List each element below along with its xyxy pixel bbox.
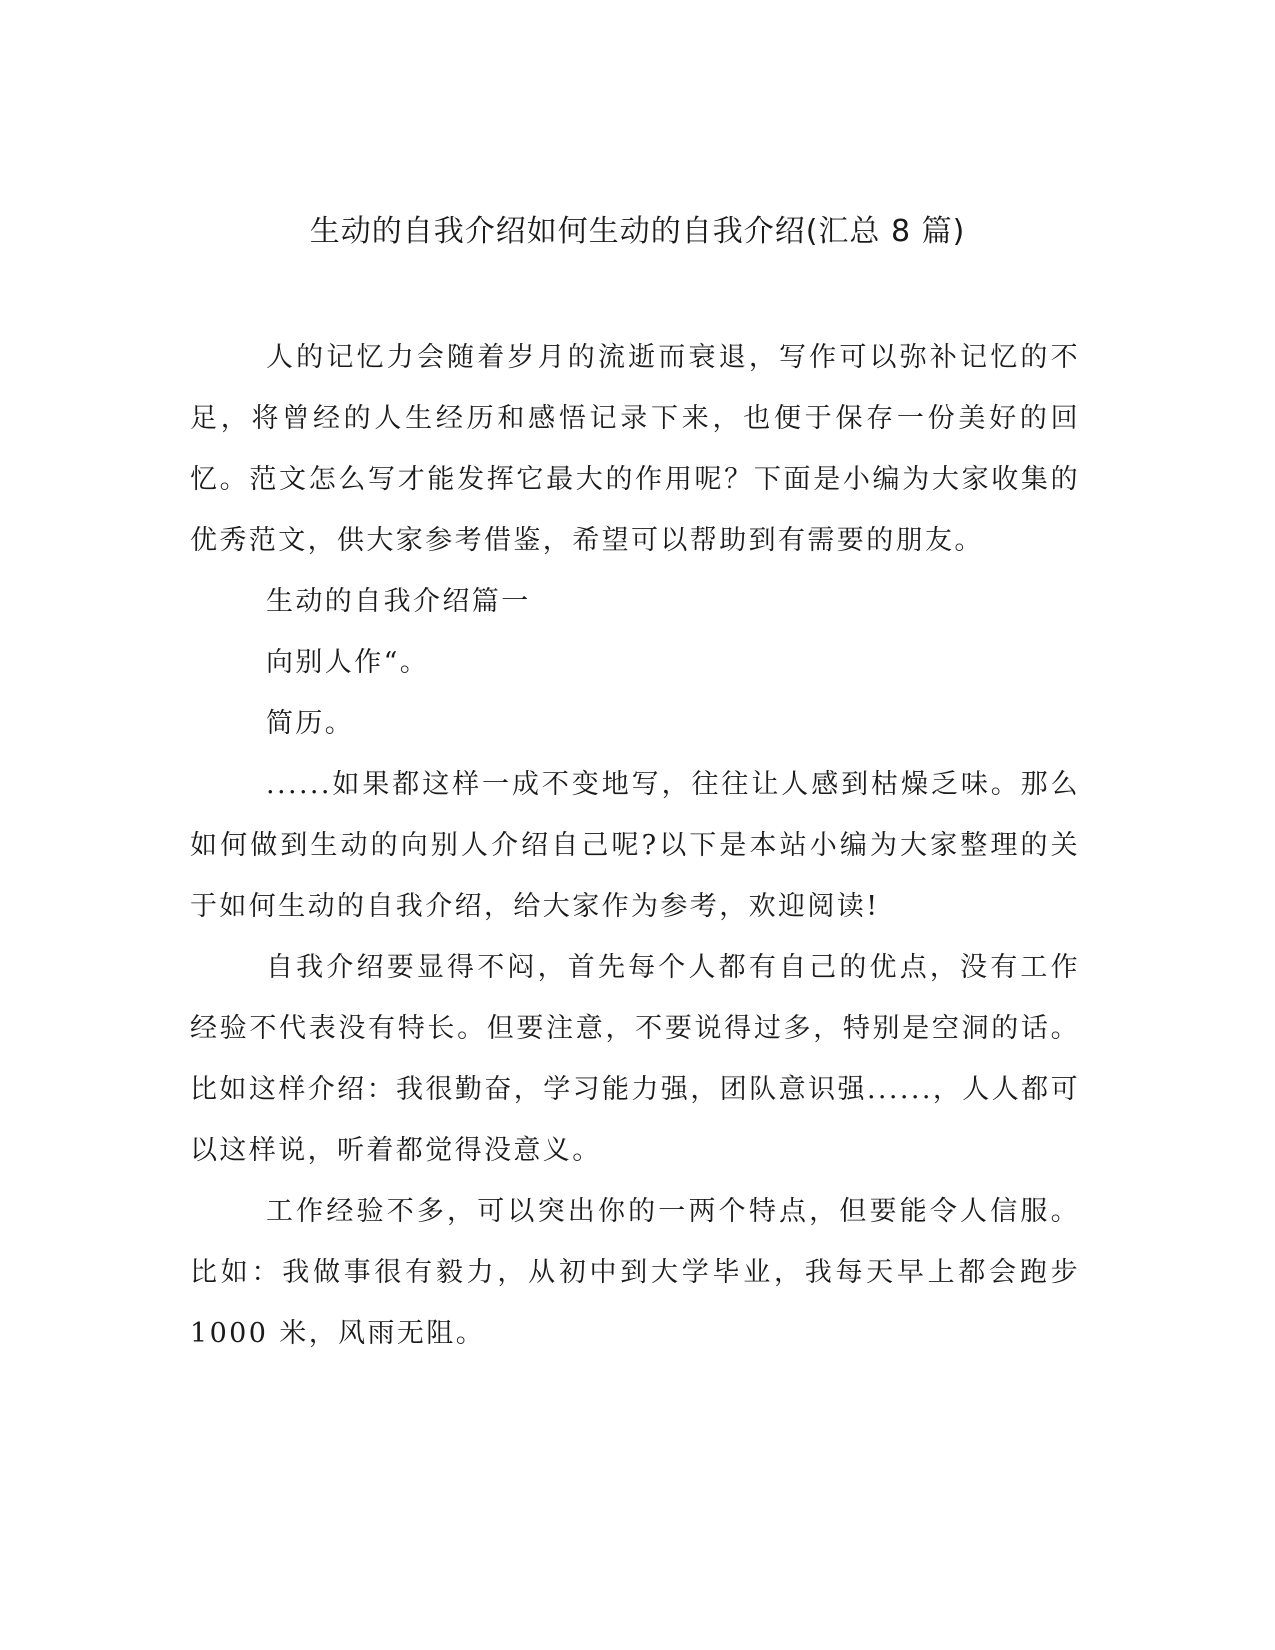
paragraph-fragment-1: 向别人作“。	[266, 647, 430, 678]
document-title: 生动的自我介绍如何生动的自我介绍(汇总 8 篇)	[309, 214, 966, 249]
paragraph-tip-1: 自我介绍要显得不闷，首先每个人都有自己的优点，没有工作经验不代表没有特长。但要注意，不要说得过多，特别是空洞的话。比如这样介绍：我很勤奋，学习能力强，团队意识强......，人人都可以这样说，听着都觉得没意义。	[190, 952, 1080, 1166]
document-body	[190, 327, 1080, 1364]
paragraph-fragment-2: 简历。	[266, 708, 355, 739]
paragraph-intro: 人的记忆力会随着岁月的流逝而衰退，写作可以弥补记忆的不足，将曾经的人生经历和感悟记录下来，也便于保存一份美好的回忆。范文怎么写才能发挥它最大的作用呢？下面是小编为大家收集的优秀范文，供大家参考借鉴，希望可以帮助到有需要的朋友。	[190, 342, 1080, 556]
paragraph-lead: ......如果都这样一成不变地写，往往让人感到枯燥乏味。那么如何做到生动的向别人介绍自己呢?以下是本站小编为大家整理的关于如何生动的自我介绍，给大家作为参考，欢迎阅读!	[190, 769, 1080, 922]
paragraph-tip-2: 工作经验不多，可以突出你的一两个特点，但要能令人信服。比如：我做事很有毅力，从初中到大学毕业，我每天早上都会跑步 1000 米，风雨无阻。	[190, 1196, 1080, 1349]
section-heading: 生动的自我介绍篇一	[266, 586, 531, 617]
